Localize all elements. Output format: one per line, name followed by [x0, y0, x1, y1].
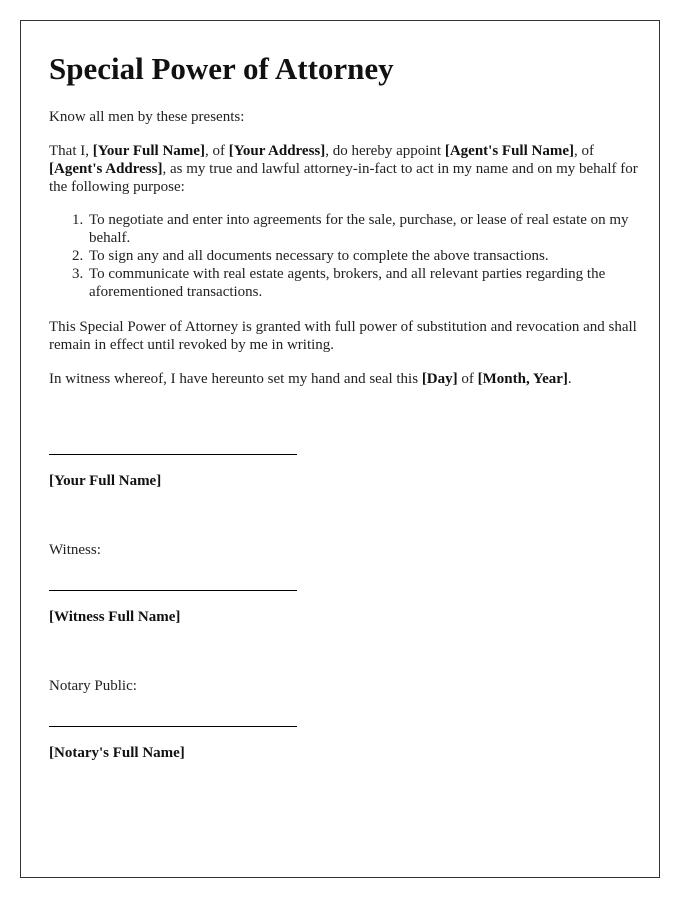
- witness-clause-text-2: of: [457, 371, 478, 387]
- appointment-paragraph: [49, 142, 639, 196]
- witness-clause-text-3: .: [567, 371, 572, 387]
- purpose-number: 3.: [72, 266, 84, 282]
- principal-signature-line: [49, 454, 297, 455]
- notary-signature-name: [Notary's Full Name]: [49, 745, 185, 761]
- purpose-text: To negotiate and enter into agreements for the sale, purchase, or lease of real estate on my behalf.: [89, 212, 629, 246]
- witness-signature-line: [49, 590, 297, 591]
- purpose-item: [49, 211, 639, 247]
- purpose-number: 1.: [72, 212, 84, 228]
- witness-clause: [49, 370, 639, 388]
- purpose-number: 2.: [72, 248, 84, 264]
- intro-text: Know all men by these presents:: [49, 109, 245, 125]
- month-year-placeholder: [Month, Year]: [477, 371, 568, 387]
- purpose-list: [49, 211, 639, 301]
- notary-signature-line: [49, 726, 297, 727]
- principal-address-placeholder: [Your Address]: [228, 143, 326, 159]
- appointment-text-2: , of: [204, 143, 229, 159]
- purpose-item: [49, 265, 639, 301]
- purpose-text: To sign any and all documents necessary to complete the above transactions.: [89, 248, 549, 264]
- witness-clause-text-1: In witness whereof, I have hereunto set my hand and seal this: [49, 371, 422, 387]
- appointment-text-5: , as my true and lawful attorney-in-fact to act in my name and on my behalf for the following purpose:: [49, 161, 638, 195]
- document-page: [20, 20, 660, 878]
- appointment-text-4: , of: [573, 143, 594, 159]
- appointment-text-1: That I,: [49, 143, 93, 159]
- agent-address-placeholder: [Agent's Address]: [49, 161, 163, 177]
- notary-label: Notary Public:: [49, 678, 137, 694]
- appointment-text-3: , do hereby appoint: [325, 143, 445, 159]
- agent-name-placeholder: [Agent's Full Name]: [444, 143, 574, 159]
- day-placeholder: [Day]: [421, 371, 458, 387]
- purpose-text: To communicate with real estate agents, brokers, and all relevant parties regarding the aforementioned transactions.: [89, 266, 606, 300]
- principal-name-placeholder: [Your Full Name]: [92, 143, 205, 159]
- principal-signature-name: [Your Full Name]: [49, 473, 162, 489]
- witness-label: Witness:: [49, 542, 101, 558]
- document-title: Special Power of Attorney: [49, 51, 394, 86]
- substitution-paragraph: This Special Power of Attorney is granted with full power of substitution and revocation and shall remain in effect until revoked by me in writing.: [49, 319, 637, 353]
- purpose-item: [49, 247, 639, 265]
- witness-signature-name: [Witness Full Name]: [49, 609, 181, 625]
